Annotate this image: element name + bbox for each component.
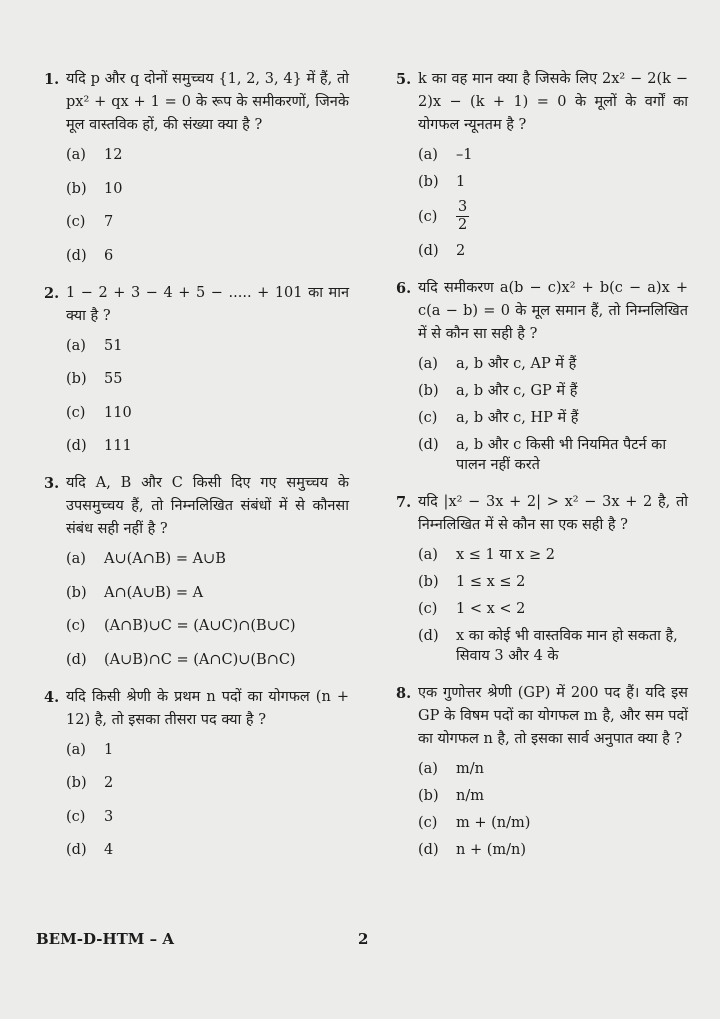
option-b [66, 773, 349, 793]
option-a [418, 354, 688, 374]
option-label: (b) [418, 174, 439, 190]
option-label: (b) [418, 788, 439, 804]
option-d [66, 840, 349, 860]
option-c [418, 408, 688, 428]
option-text: 110 [104, 404, 132, 421]
option-text: a, b और c किसी भी नियमित पैटर्न का पालन नहीं करते [456, 437, 667, 473]
question-text: यदि A, B और C किसी दिए गए समुच्चय के उपसमुच्चय हैं, तो निम्नलिखित संबंधों में से कौनसा संबंध सही नहीं है ? [66, 475, 349, 537]
option-text: n/m [456, 788, 484, 804]
option-d [66, 246, 349, 266]
option-label: (c) [418, 815, 438, 831]
option-label: (c) [66, 808, 86, 825]
option-text: n + (m/n) [456, 842, 526, 858]
option-a [418, 145, 688, 165]
option-label: (d) [66, 438, 87, 454]
question-8 [396, 682, 688, 860]
option-label: (c) [418, 410, 438, 426]
option-label: (b) [418, 574, 439, 590]
option-text: 10 [104, 180, 123, 197]
option-text: (A∪B)∩C = (A∩C)∪(B∩C) [104, 651, 296, 668]
options-list [396, 354, 688, 475]
fraction-numerator: 3 [458, 199, 468, 215]
question-text: यदि समीकरण a(b − c)x² + b(c − a)x + c(a − b) = 0 के मूल समान हैं, तो निम्नलिखित में से कौन सा सही है ? [418, 280, 688, 342]
options-list [44, 740, 349, 861]
options-list [396, 545, 688, 666]
option-d [418, 241, 688, 261]
option-label: (d) [418, 842, 439, 858]
question-number: 7. [396, 494, 412, 511]
option-label: (d) [418, 437, 439, 453]
option-text: 1 [104, 741, 114, 758]
option-text: m/n [456, 761, 484, 777]
option-text: 111 [104, 438, 132, 454]
question-2 [44, 282, 349, 457]
option-c [66, 403, 349, 423]
option-b [418, 572, 688, 592]
option-d [418, 435, 688, 475]
option-text: 55 [104, 371, 123, 387]
options-list [44, 145, 349, 266]
booklet-code: BEM-D-HTM – A [36, 930, 174, 948]
option-label: (a) [418, 761, 438, 777]
question-text: यदि p और q दोनों समुच्चय {1, 2, 3, 4} में हैं, तो px² + qx + 1 = 0 के रूप के समीकरणों, जिनके मूल वास्तविक हों, की संख्या क्या है ? [66, 71, 349, 133]
fraction-denominator: 2 [458, 217, 468, 233]
question-1 [44, 68, 349, 266]
option-text: 4 [104, 842, 114, 858]
option-label: (d) [66, 651, 87, 668]
option-text: x का कोई भी वास्तविक मान हो सकता है, सिवाय 3 और 4 के [456, 628, 678, 664]
option-label: (b) [66, 775, 87, 791]
option-c [66, 616, 349, 636]
question-number: 1. [44, 71, 60, 88]
option-text: 2 [456, 243, 466, 259]
question-4 [44, 686, 349, 861]
option-c [66, 807, 349, 827]
option-text: (A∩B)∪C = (A∪C)∩(B∪C) [104, 618, 296, 634]
option-label: (c) [66, 404, 86, 421]
option-a [66, 145, 349, 165]
option-text: 1 [456, 174, 466, 190]
page-number: 2 [358, 930, 369, 948]
option-text: 3 [104, 808, 114, 825]
question-7 [396, 491, 688, 666]
option-b [418, 172, 688, 192]
option-label: (a) [418, 547, 438, 563]
option-label: (b) [66, 584, 87, 601]
option-b [418, 381, 688, 401]
question-text: एक गुणोत्तर श्रेणी (GP) में 200 पद हैं। यदि इस GP के विषम पदों का योगफल m है, और सम पदों का योगफल n है, तो इसका सार्व अनुपात क्या है ? [418, 685, 688, 747]
option-text: –1 [456, 147, 473, 163]
option-label: (d) [66, 247, 87, 264]
option-c [418, 199, 688, 234]
option-label: (d) [66, 842, 87, 858]
option-label: (d) [418, 628, 439, 644]
option-text: A∩(A∪B) = A [104, 584, 204, 601]
options-list [396, 759, 688, 860]
option-d [66, 436, 349, 456]
option-d [66, 650, 349, 670]
option-a [66, 549, 349, 569]
option-text: 7 [104, 214, 114, 230]
option-d [418, 626, 688, 666]
option-text: 1 ≤ x ≤ 2 [456, 574, 526, 590]
question-text: यदि किसी श्रेणी के प्रथम n पदों का योगफल (n + 12) है, तो इसका तीसरा पद क्या है ? [66, 688, 349, 728]
question-3 [44, 472, 349, 670]
option-label: (a) [66, 337, 86, 354]
option-label: (c) [66, 214, 86, 230]
option-text: a, b और c, HP में हैं [456, 410, 579, 426]
option-text: x ≤ 1 या x ≥ 2 [456, 547, 555, 563]
question-6 [396, 277, 688, 475]
option-label: (c) [66, 618, 86, 634]
question-text: k का वह मान क्या है जिसके लिए 2x² − 2(k − 2)x − (k + 1) = 0 के मूलों के वर्गों का योगफल न्यूनतम है ? [418, 71, 688, 133]
question-number: 3. [44, 475, 60, 492]
option-text: 51 [104, 337, 123, 354]
option-text: A∪(A∩B) = A∪B [104, 551, 226, 567]
option-a [66, 740, 349, 760]
option-a [418, 545, 688, 565]
option-text: 1 < x < 2 [456, 601, 526, 617]
option-label: (b) [66, 371, 87, 387]
question-text: यदि |x² − 3x + 2| > x² − 3x + 2 है, तो निम्नलिखित में से कौन सा एक सही है ? [418, 494, 688, 533]
option-label: (a) [66, 551, 86, 567]
left-column [44, 68, 349, 876]
option-text: m + (n/m) [456, 815, 531, 831]
fraction [456, 199, 469, 234]
option-b [66, 583, 349, 603]
option-text: 2 [104, 775, 114, 791]
options-list [396, 145, 688, 261]
option-a [418, 759, 688, 779]
question-number: 6. [396, 280, 412, 297]
option-label: (b) [66, 180, 87, 197]
option-c [66, 212, 349, 232]
option-text: 12 [104, 147, 123, 163]
question-number: 5. [396, 71, 412, 88]
question-number: 4. [44, 688, 60, 706]
question-number: 8. [396, 685, 412, 702]
option-b [66, 369, 349, 389]
right-column [396, 68, 688, 876]
option-label: (c) [418, 601, 438, 617]
option-label: (d) [418, 243, 439, 259]
options-list [44, 549, 349, 670]
options-list [44, 336, 349, 457]
question-text: 1 − 2 + 3 − 4 + 5 − ..... + 101 का मान क्या है ? [66, 284, 349, 324]
option-text: a, b और c, AP में हैं [456, 356, 577, 372]
option-c [418, 599, 688, 619]
option-text: a, b और c, GP में हैं [456, 383, 578, 399]
option-label: (a) [418, 147, 438, 163]
question-number: 2. [44, 284, 60, 302]
option-label: (b) [418, 383, 439, 399]
option-a [66, 336, 349, 356]
option-label: (c) [418, 208, 438, 225]
option-d [418, 840, 688, 860]
option-b [418, 786, 688, 806]
option-label: (a) [418, 356, 438, 372]
option-b [66, 179, 349, 199]
option-c [418, 813, 688, 833]
option-label: (a) [66, 741, 86, 758]
question-5 [396, 68, 688, 261]
option-label: (a) [66, 147, 86, 163]
option-text: 6 [104, 247, 114, 264]
